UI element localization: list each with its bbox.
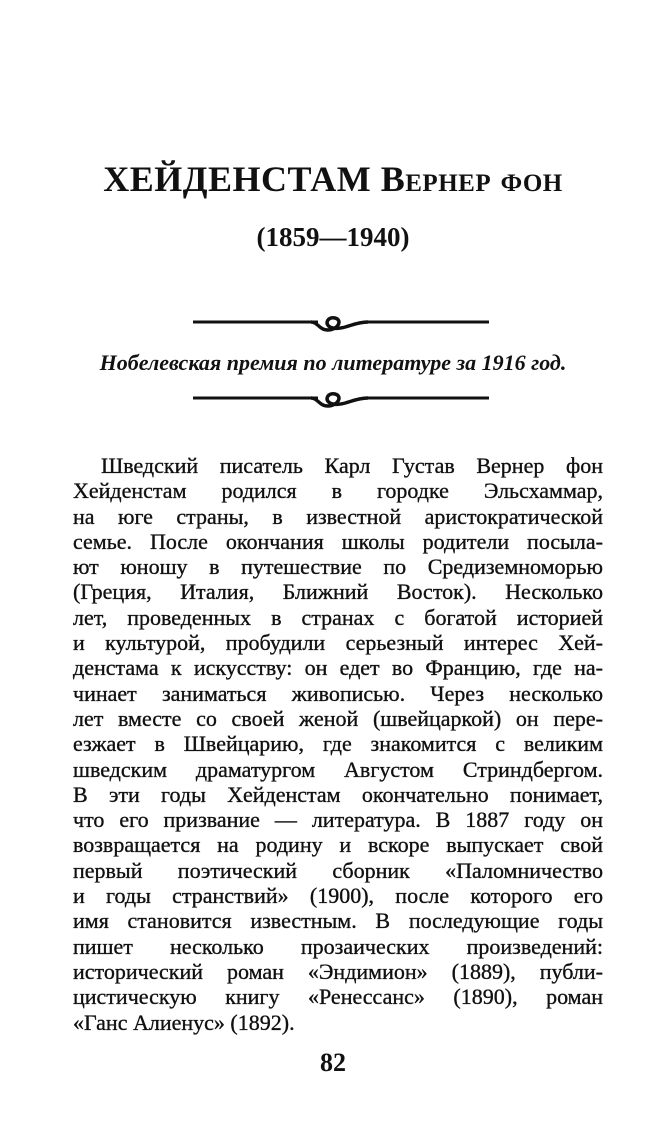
text-line: Шведский писатель Карл Густав Вернер фон (101, 453, 603, 478)
text-line: и культурой, пробудили серьезный интерес Хей- (73, 630, 603, 656)
text-line: цистическую книгу «Ренессанс» (1890), роман (73, 984, 603, 1010)
text-line: езжает в Швейцарию, где знакомится с великим (73, 731, 603, 757)
text-line: лет вместе со своей женой (швейцаркой) он пере- (73, 705, 603, 731)
text-line: исторический роман «Эндимион» (1889), публи- (73, 958, 603, 984)
given-names: Вернер фон (380, 159, 563, 199)
ornament-divider-icon (193, 390, 489, 410)
page-number: 82 (320, 1048, 346, 1077)
text-line: «Ганс Алиенус» (1892). (73, 1009, 295, 1035)
text-line: возвращается на родину и вскоре выпускает свой (73, 832, 603, 858)
text-line: имя становится известным. В последующие годы (73, 908, 603, 934)
text-line: первый поэтический сборник «Паломничество (73, 857, 603, 883)
nobel-award-line: Нобелевская премия по литературе за 1916 год. (99, 350, 567, 375)
text-line: (Греция, Италия, Ближний Восток). Несколько (73, 579, 603, 605)
text-line: ют юношу в путешествие по Средиземноморью (73, 554, 603, 580)
text-line: Хейденстам родился в городке Эльсхаммар, (73, 478, 603, 504)
surname: ХЕЙДЕНСТАМ (103, 159, 372, 199)
text-line: чинает заниматься живописью. Через несколько (73, 680, 603, 706)
page-title (0, 158, 666, 200)
text-line: В эти годы Хейденстам окончательно понимает, (73, 781, 603, 807)
text-line: денстама к искусству: он едет во Францию, где на- (73, 655, 603, 681)
text-line: семье. После окончания школы родители посыла- (73, 528, 603, 554)
ornament-divider-icon (193, 314, 489, 334)
text-line: лет, проведенных в странах с богатой историей (73, 604, 603, 630)
biography-paragraph (73, 453, 603, 1035)
text-line: на юге страны, в известной аристократической (73, 503, 603, 529)
text-line: шведским драматургом Августом Стриндбергом. (73, 756, 603, 782)
text-line: и годы странствий» (1900), после которого его (73, 883, 603, 909)
text-line: что его призвание — литература. В 1887 году он (73, 807, 603, 833)
life-dates: (1859—1940) (256, 222, 410, 252)
text-line: пишет несколько прозаических произведений: (73, 933, 603, 959)
